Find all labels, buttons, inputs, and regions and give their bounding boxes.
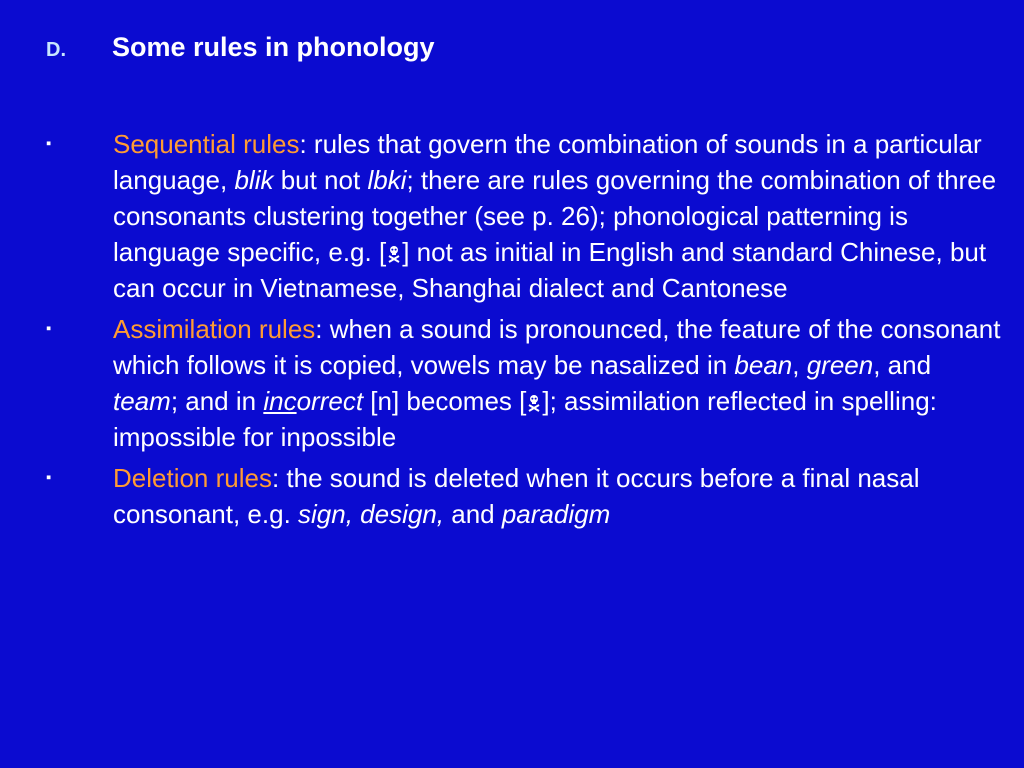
example-word: blik bbox=[234, 165, 274, 195]
text-run: , and bbox=[873, 350, 932, 380]
example-word: paradigm bbox=[501, 499, 611, 529]
bullet-list bbox=[46, 126, 1006, 537]
text-run: but not bbox=[273, 165, 368, 195]
skull-crossbones-glyph-icon bbox=[387, 236, 401, 254]
example-word: team bbox=[113, 386, 171, 416]
square-bullet-icon: ▪ bbox=[46, 469, 52, 486]
bullet-text bbox=[113, 126, 1003, 306]
bullet-assimilation-rules bbox=[46, 311, 1006, 455]
bullet-text bbox=[113, 460, 1003, 532]
slide-heading bbox=[46, 32, 435, 63]
text-run: : rules that govern the combination of sounds in a particular language, bbox=[113, 129, 982, 195]
text-run: ]; assimilation reflected in spelling: impossible for inpossible bbox=[113, 386, 937, 452]
square-bullet-icon: ▪ bbox=[46, 320, 52, 337]
slide-title: Some rules in phonology bbox=[112, 32, 435, 62]
heading-marker: D. bbox=[46, 39, 66, 61]
example-word: orrect bbox=[296, 386, 364, 416]
bullet-sequential-rules bbox=[46, 126, 1006, 306]
bullet-text bbox=[113, 311, 1003, 455]
example-word: sign, design, bbox=[298, 499, 445, 529]
term-label: Assimilation rules bbox=[113, 314, 316, 344]
term-label: Sequential rules bbox=[113, 129, 300, 159]
example-word: bean bbox=[734, 350, 793, 380]
text-run: : the sound is deleted when it occurs before a final nasal consonant, e.g. bbox=[113, 463, 920, 529]
term-label: Deletion rules bbox=[113, 463, 272, 493]
text-run: and bbox=[444, 499, 502, 529]
square-bullet-icon: ▪ bbox=[46, 135, 52, 152]
bullet-deletion-rules bbox=[46, 460, 1006, 532]
example-word: lbki bbox=[367, 165, 407, 195]
text-run: ] not as initial in English and standard Chinese, but can occur in Vietnamese, Shanghai dialect and Cantonese bbox=[113, 237, 987, 303]
text-run: ; there are rules governing the combination of three consonants clustering together (see p. 26); phonological patterning is language specific, e.g. [ bbox=[113, 165, 997, 267]
text-run: , bbox=[792, 350, 807, 380]
example-word-underlined: inc bbox=[263, 386, 297, 416]
skull-crossbones-glyph-icon bbox=[527, 385, 541, 403]
text-run: [n] becomes [ bbox=[363, 386, 527, 416]
text-run: : when a sound is pronounced, the feature of the consonant which follows it is copied, vowels may be nasalized in bbox=[113, 314, 1001, 380]
example-word: green bbox=[806, 350, 874, 380]
text-run: ; and in bbox=[170, 386, 264, 416]
